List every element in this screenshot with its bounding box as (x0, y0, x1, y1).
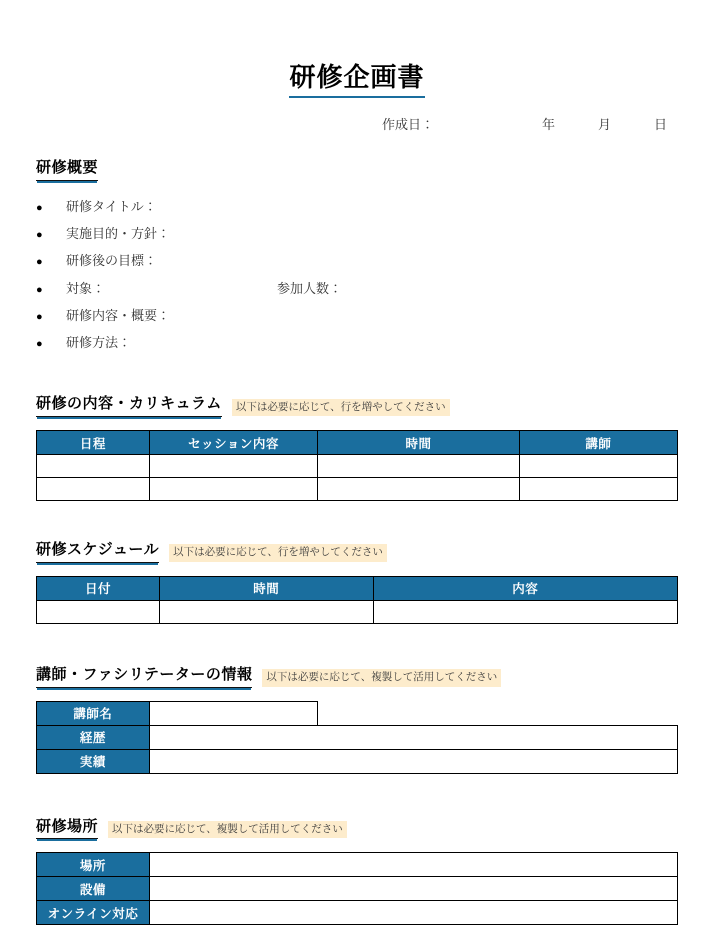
schedule-cell[interactable] (373, 600, 677, 623)
bullet-icon: ● (36, 310, 43, 323)
instructor-value-name[interactable] (149, 701, 317, 725)
bullet-icon: ● (36, 229, 43, 242)
venue-note: 以下は必要に応じて、複製して活用してください (108, 821, 347, 839)
schedule-heading: 研修スケジュール (36, 541, 159, 563)
bullet-icon: ● (36, 256, 43, 269)
venue-value-online[interactable] (149, 901, 677, 925)
bullet-icon: ● (36, 201, 43, 214)
table-row (37, 478, 678, 501)
list-item (36, 281, 678, 297)
section-instructor (36, 666, 678, 774)
list-item (36, 335, 678, 351)
table-row (37, 749, 678, 773)
title-block (36, 0, 678, 98)
venue-label-place: 場所 (37, 853, 150, 877)
list-item (36, 226, 678, 242)
curriculum-heading: 研修の内容・カリキュラム (36, 395, 222, 417)
table-row (37, 853, 678, 877)
curriculum-cell[interactable] (149, 478, 317, 501)
venue-table (36, 852, 678, 925)
curriculum-col-instructor: 講師 (519, 431, 677, 455)
table-header-row (37, 431, 678, 455)
curriculum-cell[interactable] (149, 455, 317, 478)
page-title: 研修企画書 (289, 62, 424, 98)
list-item (36, 253, 678, 269)
table-header-row (37, 576, 678, 600)
venue-value-facilities[interactable] (149, 877, 677, 901)
spacer-cell (318, 701, 678, 725)
date-year-unit: 年 (542, 117, 556, 133)
schedule-note: 以下は必要に応じて、行を増やしてください (169, 544, 387, 562)
section-schedule (36, 541, 678, 624)
curriculum-col-date: 日程 (37, 431, 150, 455)
date-month-unit: 月 (598, 117, 612, 133)
overview-item-label: 研修後の目標： (66, 253, 158, 269)
instructor-table (36, 701, 678, 774)
schedule-col-time: 時間 (159, 576, 373, 600)
overview-item-label: 実施目的・方針： (66, 226, 171, 242)
table-row (37, 877, 678, 901)
curriculum-cell[interactable] (519, 455, 677, 478)
section-curriculum (36, 395, 678, 501)
table-row (37, 600, 678, 623)
schedule-table (36, 576, 678, 624)
overview-item-label: 対象： (66, 280, 106, 296)
schedule-cell[interactable] (37, 600, 160, 623)
venue-label-online: オンライン対応 (37, 901, 150, 925)
table-row (37, 455, 678, 478)
section-overview (36, 159, 678, 351)
table-row (37, 701, 678, 725)
schedule-heading-row (36, 541, 678, 563)
date-day-unit: 日 (654, 117, 668, 133)
instructor-heading-row (36, 666, 678, 688)
schedule-col-content: 内容 (373, 576, 677, 600)
venue-heading-row (36, 818, 678, 840)
overview-list (36, 199, 678, 352)
curriculum-col-session: セッション内容 (149, 431, 317, 455)
curriculum-col-time: 時間 (318, 431, 520, 455)
overview-heading-row (36, 159, 678, 181)
curriculum-cell[interactable] (37, 455, 150, 478)
creation-date-label: 作成日： (381, 117, 434, 133)
schedule-cell[interactable] (159, 600, 373, 623)
instructor-note: 以下は必要に応じて、複製して活用してください (262, 669, 501, 687)
curriculum-cell[interactable] (519, 478, 677, 501)
curriculum-cell[interactable] (37, 478, 150, 501)
instructor-label-career: 経歴 (37, 725, 150, 749)
list-item (36, 308, 678, 324)
venue-label-facilities: 設備 (37, 877, 150, 901)
instructor-value-career[interactable] (149, 725, 677, 749)
curriculum-heading-row (36, 395, 678, 417)
schedule-col-date: 日付 (37, 576, 160, 600)
section-venue (36, 818, 678, 925)
instructor-value-achievements[interactable] (149, 749, 677, 773)
list-item (36, 199, 678, 215)
overview-heading: 研修概要 (36, 159, 98, 181)
instructor-label-achievements: 実績 (37, 749, 150, 773)
overview-item-label: 研修方法： (66, 335, 132, 351)
bullet-icon: ● (36, 338, 43, 351)
instructor-heading: 講師・ファシリテーターの情報 (36, 666, 252, 688)
overview-item-label: 研修タイトル： (66, 198, 157, 214)
overview-item-participants-label: 参加人数： (277, 280, 343, 296)
curriculum-cell[interactable] (318, 478, 520, 501)
creation-date-line (36, 114, 678, 133)
bullet-icon: ● (36, 283, 43, 296)
table-row (37, 901, 678, 925)
overview-item-label: 研修内容・概要： (66, 307, 171, 323)
venue-heading: 研修場所 (36, 818, 98, 840)
curriculum-note: 以下は必要に応じて、行を増やしてください (232, 399, 450, 417)
table-row (37, 725, 678, 749)
venue-value-place[interactable] (149, 853, 677, 877)
instructor-label-name: 講師名 (37, 701, 150, 725)
curriculum-cell[interactable] (318, 455, 520, 478)
curriculum-table (36, 430, 678, 501)
